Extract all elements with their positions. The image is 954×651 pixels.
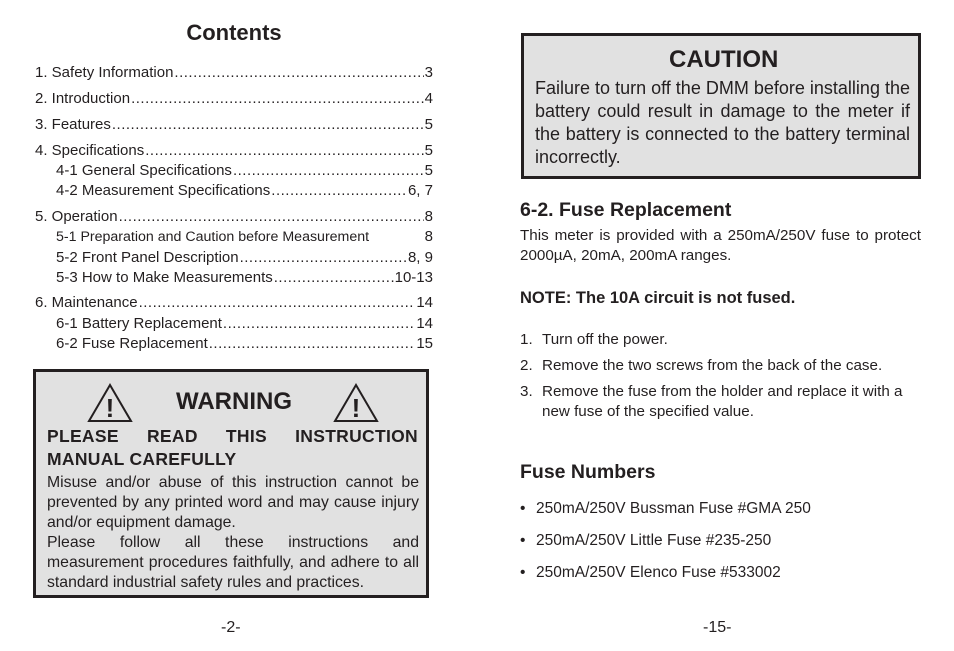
fuse-number-item: • 250mA/250V Bussman Fuse #GMA 250 [520,500,811,517]
warning-triangle-icon [333,383,379,423]
toc-item-safety[interactable]: 1. Safety Information ..... 3 [35,64,433,82]
toc-item-maintenance[interactable]: 6. Maintenance ..... 14 [35,294,433,312]
toc-item-battery-replacement[interactable]: 6-1 Battery Replacement ..... 14 [56,315,433,333]
right-page [477,0,954,651]
toc-item-features[interactable]: 3. Features ..... 5 [35,116,433,134]
contents-title: Contents [186,20,282,45]
warning-symbol-left: ! [105,393,115,423]
warning-symbol-right: ! [351,393,361,423]
warning-heading-line2: MANUAL CAREFULLY [47,449,237,469]
toc-item-preparation-caution[interactable]: 5-1 Preparation and Caution before Measurement 8 [56,228,433,245]
step-item: 2. Remove the two screws from the back of the case. [520,357,883,374]
toc-item-how-to-measure[interactable]: 5-3 How to Make Measurements ..... 10-13 [56,269,433,287]
page-number-left: -2- [221,619,241,636]
fuse-number-item: • 250mA/250V Elenco Fuse #533002 [520,564,781,581]
warning-box [33,369,429,598]
toc-item-introduction[interactable]: 2. Introduction ..... 4 [35,90,433,108]
toc-item-measurement-specifications[interactable]: 4-2 Measurement Specifications ..... 6, 7 [56,182,433,200]
step-item: 3. Remove the fuse from the holder and replace it with a new fuse of the specified value. [520,383,903,420]
toc-item-specifications[interactable]: 4. Specifications ..... 5 [35,142,433,160]
step-item: 1. Turn off the power. [520,331,668,348]
page-number-right: -15- [703,619,732,636]
caution-text: Failure to turn off the DMM before installing the battery could result in damage to the meter if the battery is connected to the battery terminal incorrectly. [535,78,910,167]
warning-body-2: Please follow all these instructions and measurement procedures faithfully, and adhere to all standard industrial safety rules and practices. [47,534,419,591]
caution-box [521,33,921,179]
fuse-replacement-text: This meter is provided with a 250mA/250V fuse to protect 2000µA, 20mA, 200mA ranges. [520,227,921,264]
warning-heading-line1: PLEASE READ THIS INSTRUCTION [47,426,418,446]
fuse-replacement-heading: 6-2. Fuse Replacement [520,199,732,221]
toc-item-fuse-replacement[interactable]: 6-2 Fuse Replacement ..... 15 [56,335,433,353]
warning-title: WARNING [176,388,292,415]
fuse-numbers-heading: Fuse Numbers [520,461,656,483]
warning-body-1: Misuse and/or abuse of this instruction cannot be prevented by any printed word and may cause injury and/or equipment damage. [47,474,419,531]
caution-title: CAUTION [669,46,779,73]
toc-item-general-specifications[interactable]: 4-1 General Specifications ..... 5 [56,162,433,180]
toc-item-front-panel[interactable]: 5-2 Front Panel Description ..... 8, 9 [56,249,433,267]
toc-item-operation[interactable]: 5. Operation ..... 8 [35,208,433,226]
warning-heading [47,425,418,471]
fuse-number-item: • 250mA/250V Little Fuse #235-250 [520,532,772,549]
fuse-note: NOTE: The 10A circuit is not fused. [520,289,796,307]
